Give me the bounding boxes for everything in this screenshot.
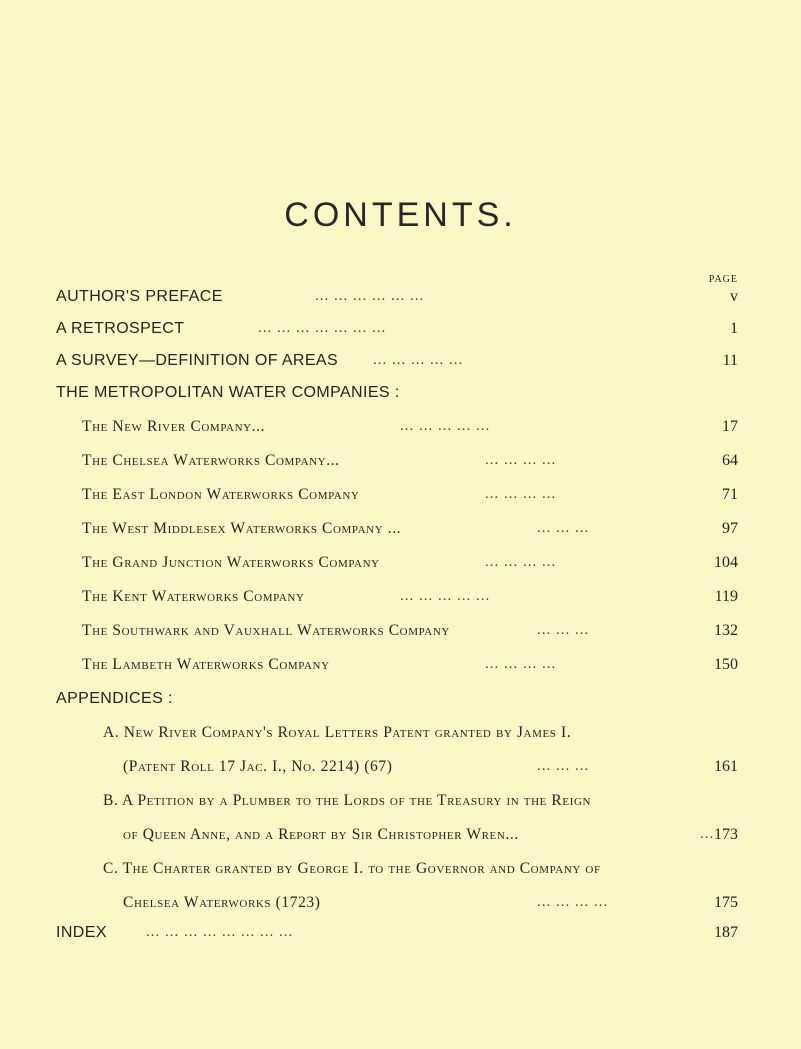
toc-entry-new-river[interactable] bbox=[0, 418, 801, 442]
toc-section-water-companies bbox=[0, 384, 801, 408]
toc-entry-survey[interactable] bbox=[0, 352, 801, 376]
toc-page-number: 175 bbox=[714, 894, 738, 911]
toc-page-number: 119 bbox=[714, 588, 738, 605]
toc-entry-kent[interactable] bbox=[0, 588, 801, 612]
toc-page-number: 1 bbox=[730, 320, 738, 337]
toc-label: The West Middlesex Waterworks Company ... bbox=[82, 520, 402, 537]
toc-entry-chelsea[interactable] bbox=[0, 452, 801, 476]
toc-entry-appendix-c-line2[interactable] bbox=[0, 894, 801, 918]
toc-page-number: v bbox=[730, 288, 738, 305]
toc-entry-lambeth[interactable] bbox=[0, 656, 801, 680]
toc-leader: ... ... ... ... ... ... ... bbox=[258, 320, 387, 336]
toc-entry-index[interactable] bbox=[0, 924, 801, 948]
toc-entry-southwark-vauxhall[interactable] bbox=[0, 622, 801, 646]
toc-label: (Patent Roll 17 Jac. I., No. 2214) (67) bbox=[123, 758, 393, 775]
toc-label: The Chelsea Waterworks Company... bbox=[82, 452, 340, 469]
toc-label: The Kent Waterworks Company bbox=[82, 588, 305, 605]
toc-label: A RETROSPECT bbox=[56, 320, 185, 337]
toc-entry-appendix-c-line1[interactable] bbox=[0, 860, 801, 884]
toc-page-number: 104 bbox=[714, 554, 738, 571]
toc-entry-appendix-b-line2[interactable] bbox=[0, 826, 801, 850]
toc-page-number: 161 bbox=[714, 758, 738, 775]
toc-leader: ... bbox=[700, 826, 715, 842]
toc-leader: ... ... ... bbox=[537, 622, 590, 638]
toc-entry-west-middlesex[interactable] bbox=[0, 520, 801, 544]
toc-leader: ... ... ... ... ... ... ... ... bbox=[146, 924, 294, 940]
toc-page-number: 187 bbox=[714, 924, 738, 941]
toc-label: A. New River Company's Royal Letters Patent granted by James I. bbox=[103, 724, 572, 741]
toc-leader: ... ... ... ... bbox=[485, 554, 557, 570]
toc-leader: ... ... ... ... ... bbox=[400, 418, 491, 434]
toc-label: The Lambeth Waterworks Company bbox=[82, 656, 330, 673]
toc-label: Chelsea Waterworks (1723) bbox=[123, 894, 321, 911]
toc-page-number: 97 bbox=[722, 520, 738, 537]
toc-leader: ... ... ... bbox=[537, 758, 590, 774]
toc-entry-appendix-a-line1[interactable] bbox=[0, 724, 801, 748]
toc-label: The Grand Junction Waterworks Company bbox=[82, 554, 380, 571]
page-title: CONTENTS. bbox=[284, 196, 517, 234]
toc-page-number: 11 bbox=[722, 352, 738, 369]
toc-leader: ... ... ... ... ... bbox=[400, 588, 491, 604]
toc-page-number: 64 bbox=[722, 452, 738, 469]
toc-label: The Southwark and Vauxhall Waterworks Company bbox=[82, 622, 450, 639]
toc-leader: ... ... ... ... bbox=[485, 452, 557, 468]
toc-page-number: 150 bbox=[714, 656, 738, 673]
toc-label: B. A Petition by a Plumber to the Lords of the Treasury in the Reign bbox=[103, 792, 592, 809]
toc-leader: ... ... ... ... bbox=[485, 486, 557, 502]
toc-label: A SURVEY—DEFINITION OF AREAS bbox=[56, 352, 339, 369]
toc-entry-authors-preface[interactable] bbox=[0, 288, 801, 312]
toc-section-label: APPENDICES : bbox=[56, 690, 173, 707]
toc-label: INDEX bbox=[56, 924, 107, 941]
toc-label: The New River Company... bbox=[82, 418, 266, 435]
toc-entry-east-london[interactable] bbox=[0, 486, 801, 510]
toc-entry-appendix-b-line1[interactable] bbox=[0, 792, 801, 816]
toc-section-label: THE METROPOLITAN WATER COMPANIES : bbox=[56, 384, 400, 401]
toc-label: C. The Charter granted by George I. to the Governor and Company of bbox=[103, 860, 601, 877]
toc-label: AUTHOR'S PREFACE bbox=[56, 288, 223, 305]
toc-section-appendices bbox=[0, 690, 801, 714]
toc-label: The East London Waterworks Company bbox=[82, 486, 360, 503]
toc-entry-grand-junction[interactable] bbox=[0, 554, 801, 578]
toc-leader: ... ... ... ... ... ... bbox=[315, 288, 425, 304]
toc-page-number: 71 bbox=[722, 486, 738, 503]
toc-page-number: 173 bbox=[714, 826, 738, 843]
toc-entry-retrospect[interactable] bbox=[0, 320, 801, 344]
toc-leader: ... ... ... ... bbox=[485, 656, 557, 672]
toc-leader: ... ... ... ... ... bbox=[373, 352, 464, 368]
toc-page-number: 17 bbox=[722, 418, 738, 435]
page-column-header: PAGE bbox=[708, 274, 738, 285]
toc-page-number: 132 bbox=[714, 622, 738, 639]
toc-entry-appendix-a-line2[interactable] bbox=[0, 758, 801, 782]
toc-leader: ... ... ... bbox=[537, 520, 590, 536]
toc-label: of Queen Anne, and a Report by Sir Christopher Wren... bbox=[123, 826, 519, 843]
toc-leader: ... ... ... ... bbox=[537, 894, 609, 910]
